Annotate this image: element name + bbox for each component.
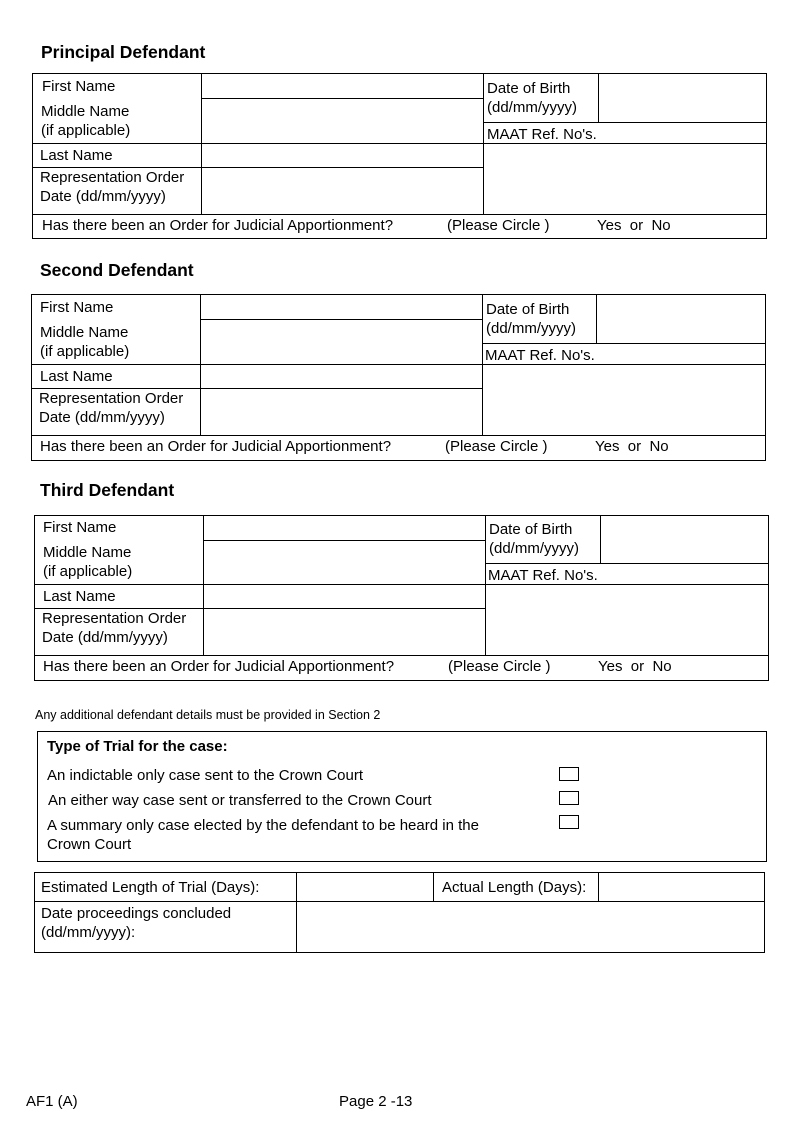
rep-order-date-label: Representation Order Date (dd/mm/yyyy) (40, 169, 185, 205)
trial-option-label: An either way case sent or transferred to the Crown Court (48, 792, 432, 809)
section-heading: Second Defendant (40, 260, 194, 280)
rep-order-date-label: Representation Order Date (dd/mm/yyyy) (39, 390, 184, 426)
maat-field[interactable] (487, 586, 767, 654)
rep-order-date-label: Representation Order Date (dd/mm/yyyy) (42, 610, 187, 646)
maat-label: MAAT Ref. No's. (487, 126, 597, 143)
rep-order-date-field[interactable] (202, 390, 480, 434)
dob-label: Date of Birth (dd/mm/yyyy) (486, 301, 576, 337)
estimated-length-field[interactable] (298, 874, 431, 900)
apportionment-question: Has there been an Order for Judicial Apportionment? (42, 217, 394, 234)
dob-field[interactable] (598, 296, 764, 342)
trial-type-heading: Type of Trial for the case: (47, 738, 228, 755)
indictable-only-checkbox[interactable] (559, 767, 579, 781)
estimated-length-label: Estimated Length of Trial (Days): (41, 879, 260, 896)
please-circle-label: (Please Circle ) (447, 217, 550, 234)
maat-field[interactable] (484, 366, 764, 434)
actual-length-label: Actual Length (Days): (442, 879, 587, 896)
last-name-label: Last Name (43, 588, 116, 605)
section-heading: Third Defendant (40, 480, 175, 500)
yes-no-option[interactable]: Yes or No (598, 658, 672, 675)
middle-name-label: Middle Name (if applicable) (43, 544, 133, 580)
last-name-field[interactable] (202, 366, 480, 387)
last-name-label: Last Name (40, 147, 113, 164)
yes-no-option[interactable]: Yes or No (595, 438, 669, 455)
dob-field[interactable] (602, 517, 767, 562)
trial-option-label: An indictable only case sent to the Crown Court (47, 767, 364, 784)
please-circle-label: (Please Circle ) (445, 438, 548, 455)
first-name-field[interactable] (205, 517, 483, 539)
dob-label: Date of Birth (dd/mm/yyyy) (489, 521, 579, 557)
maat-label: MAAT Ref. No's. (485, 347, 595, 364)
dob-field[interactable] (600, 75, 765, 121)
additional-defendants-note: Any additional defendant details must be provided in Section 2 (35, 708, 381, 722)
page-number: Page 2 -13 (339, 1093, 413, 1110)
middle-name-label: Middle Name (if applicable) (40, 324, 130, 360)
rep-order-date-field[interactable] (205, 610, 483, 654)
date-concluded-field[interactable] (298, 903, 763, 951)
rep-order-date-field[interactable] (203, 169, 481, 213)
yes-no-option[interactable]: Yes or No (597, 217, 671, 234)
apportionment-question: Has there been an Order for Judicial Apportionment? (40, 438, 392, 455)
first-name-field[interactable] (203, 75, 481, 97)
summary-only-checkbox[interactable] (559, 815, 579, 829)
maat-field[interactable] (485, 145, 765, 213)
first-name-label: First Name (40, 299, 114, 316)
date-concluded-label: Date proceedings concluded (dd/mm/yyyy): (41, 905, 232, 941)
either-way-checkbox[interactable] (559, 791, 579, 805)
middle-name-field[interactable] (203, 100, 481, 142)
last-name-label: Last Name (40, 368, 113, 385)
middle-name-label: Middle Name (if applicable) (41, 103, 131, 139)
maat-label: MAAT Ref. No's. (488, 567, 598, 584)
last-name-field[interactable] (203, 145, 481, 166)
form-code: AF1 (A) (26, 1093, 78, 1110)
last-name-field[interactable] (205, 586, 483, 607)
middle-name-field[interactable] (205, 542, 483, 583)
actual-length-field[interactable] (600, 874, 763, 900)
trial-option-label: A summary only case elected by the defendant to be heard in the Crown Court (47, 817, 479, 853)
middle-name-field[interactable] (202, 321, 480, 363)
first-name-field[interactable] (202, 296, 480, 318)
apportionment-question: Has there been an Order for Judicial Apportionment? (43, 658, 395, 675)
first-name-label: First Name (42, 78, 116, 95)
dob-label: Date of Birth (dd/mm/yyyy) (487, 80, 577, 116)
first-name-label: First Name (43, 519, 117, 536)
please-circle-label: (Please Circle ) (448, 658, 551, 675)
section-heading: Principal Defendant (41, 42, 206, 62)
